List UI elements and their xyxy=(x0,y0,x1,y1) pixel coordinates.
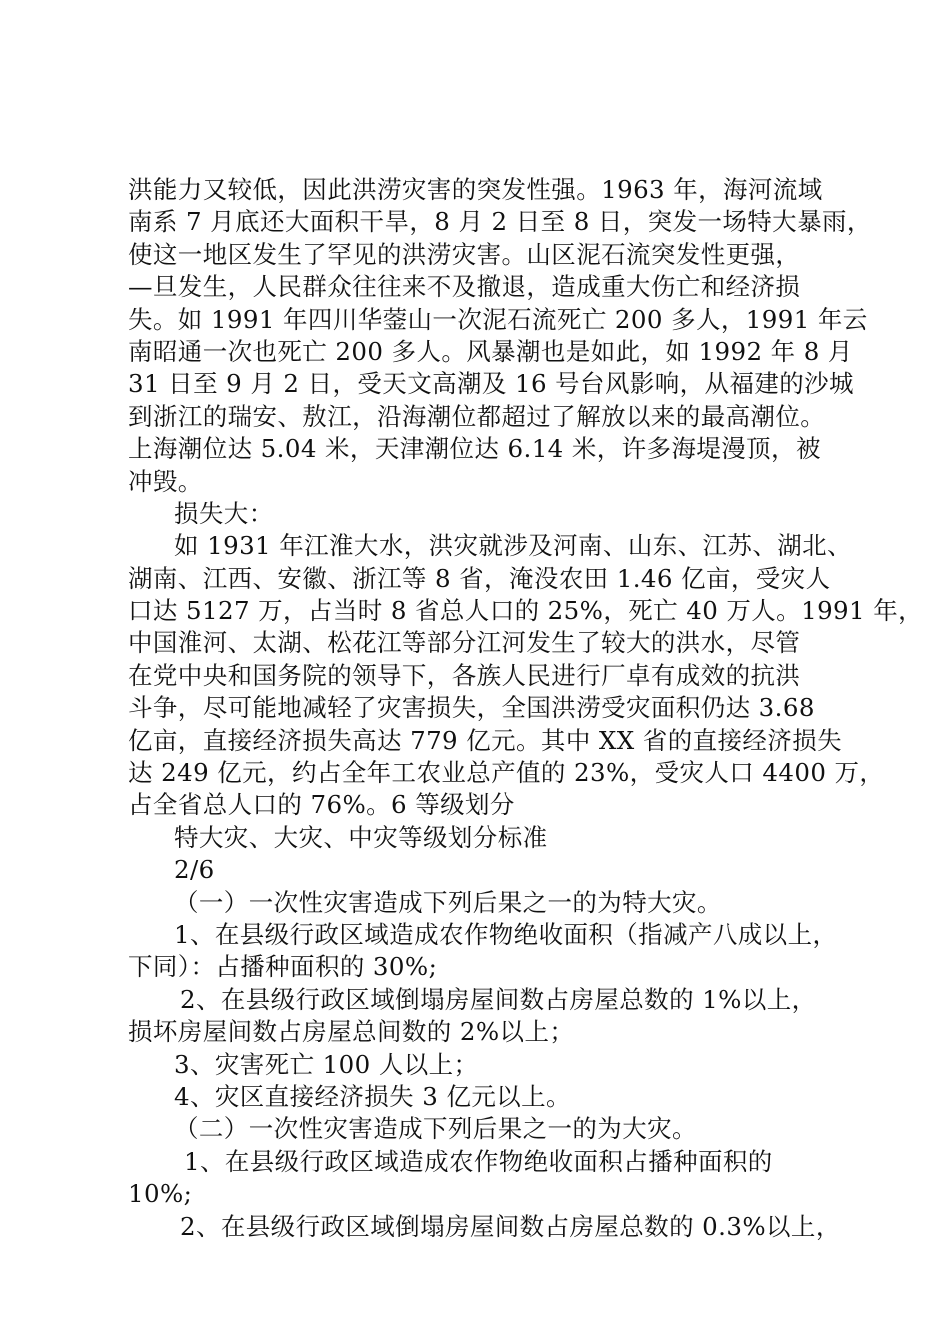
text-line: 31 日至 9 月 2 日，受天文高潮及 16 号台风影响，从福建的沙城 xyxy=(128,369,854,399)
text-line: 斗争，尽可能地减轻了灾害损失，全国洪涝受灾面积仍达 3.68 xyxy=(128,693,815,723)
list-item: 2、在县级行政区域倒塌房屋间数占房屋总数的 1%以上， xyxy=(180,984,817,1014)
list-heading: （一）一次性灾害造成下列后果之一的为特大灾。 xyxy=(174,887,722,917)
text-line: 亿亩，直接经济损失高达 779 亿元。其中 XX 省的直接经济损失 xyxy=(128,725,842,755)
section-heading: 损失大： xyxy=(174,498,274,528)
text-line: 到浙江的瑞安、敖江，沿海潮位都超过了解放以来的最高潮位。 xyxy=(128,401,826,431)
text-line: 占全省总人口的 76%。6 等级划分 xyxy=(128,790,515,820)
list-item: 4、灾区直接经济损失 3 亿元以上。 xyxy=(174,1081,571,1111)
text-line: —旦发生，人民群众往往来不及撤退，造成重大伤亡和经济损 xyxy=(128,272,801,302)
list-heading: （二）一次性灾害造成下列后果之一的为大灾。 xyxy=(174,1114,697,1144)
list-item: 1、在县级行政区域造成农作物绝收面积（指减产八成以上， xyxy=(174,919,838,949)
page-number: 2/6 xyxy=(174,855,215,885)
text-line: 冲毁。 xyxy=(128,466,203,496)
text-line: 中国淮河、太湖、松花江等部分江河发生了较大的洪水，尽管 xyxy=(128,628,801,658)
text-line: 如 1931 年江淮大水，洪灾就涉及河南、山东、江苏、湖北、 xyxy=(174,531,852,561)
section-heading: 特大灾、大灾、中灾等级划分标准 xyxy=(174,822,548,852)
text-line: 洪能力又较低，因此洪涝灾害的突发性强。1963 年，海河流域 xyxy=(128,175,823,204)
text-line: 南昭通一次也死亡 200 多人。风暴潮也是如此，如 1992 年 8 月 xyxy=(128,336,853,366)
text-line: 南系 7 月底还大面积干旱，8 月 2 日至 8 日，突发一场特大暴雨， xyxy=(128,207,872,237)
list-item: 3、灾害死亡 100 人以上； xyxy=(174,1049,479,1079)
document-body xyxy=(128,174,924,1243)
text-line: 使这一地区发生了罕见的洪涝灾害。山区泥石流突发性更强， xyxy=(128,239,801,269)
text-line: 损坏房屋间数占房屋总间数的 2%以上； xyxy=(128,1017,575,1047)
text-line: 10%; xyxy=(128,1179,193,1209)
text-line: 在党中央和国务院的领导下，各族人民进行厂卓有成效的抗洪 xyxy=(128,660,801,690)
text-line: 达 249 亿元，约占全年工农业总产值的 23%，受灾人口 4400 万， xyxy=(128,758,885,788)
text-line: 口达 5127 万，占当时 8 省总人口的 25%，死亡 40 万人。1991 年， xyxy=(128,596,924,626)
text-line: 上海潮位达 5.04 米，天津潮位达 6.14 米，许多海堤漫顶，被 xyxy=(128,434,821,464)
list-item: 1、在县级行政区域造成农作物绝收面积占播种面积的 xyxy=(184,1146,773,1176)
text-line: 下同）：占播种面积的 30%; xyxy=(128,952,438,982)
text-line: 湖南、江西、安徽、浙江等 8 省，淹没农田 1.46 亿亩，受灾人 xyxy=(128,563,831,593)
list-item: 2、在县级行政区域倒塌房屋间数占房屋总数的 0.3%以上， xyxy=(180,1211,841,1241)
text-line: 失。如 1991 年四川华蓥山一次泥石流死亡 200 多人，1991 年云 xyxy=(128,304,868,334)
